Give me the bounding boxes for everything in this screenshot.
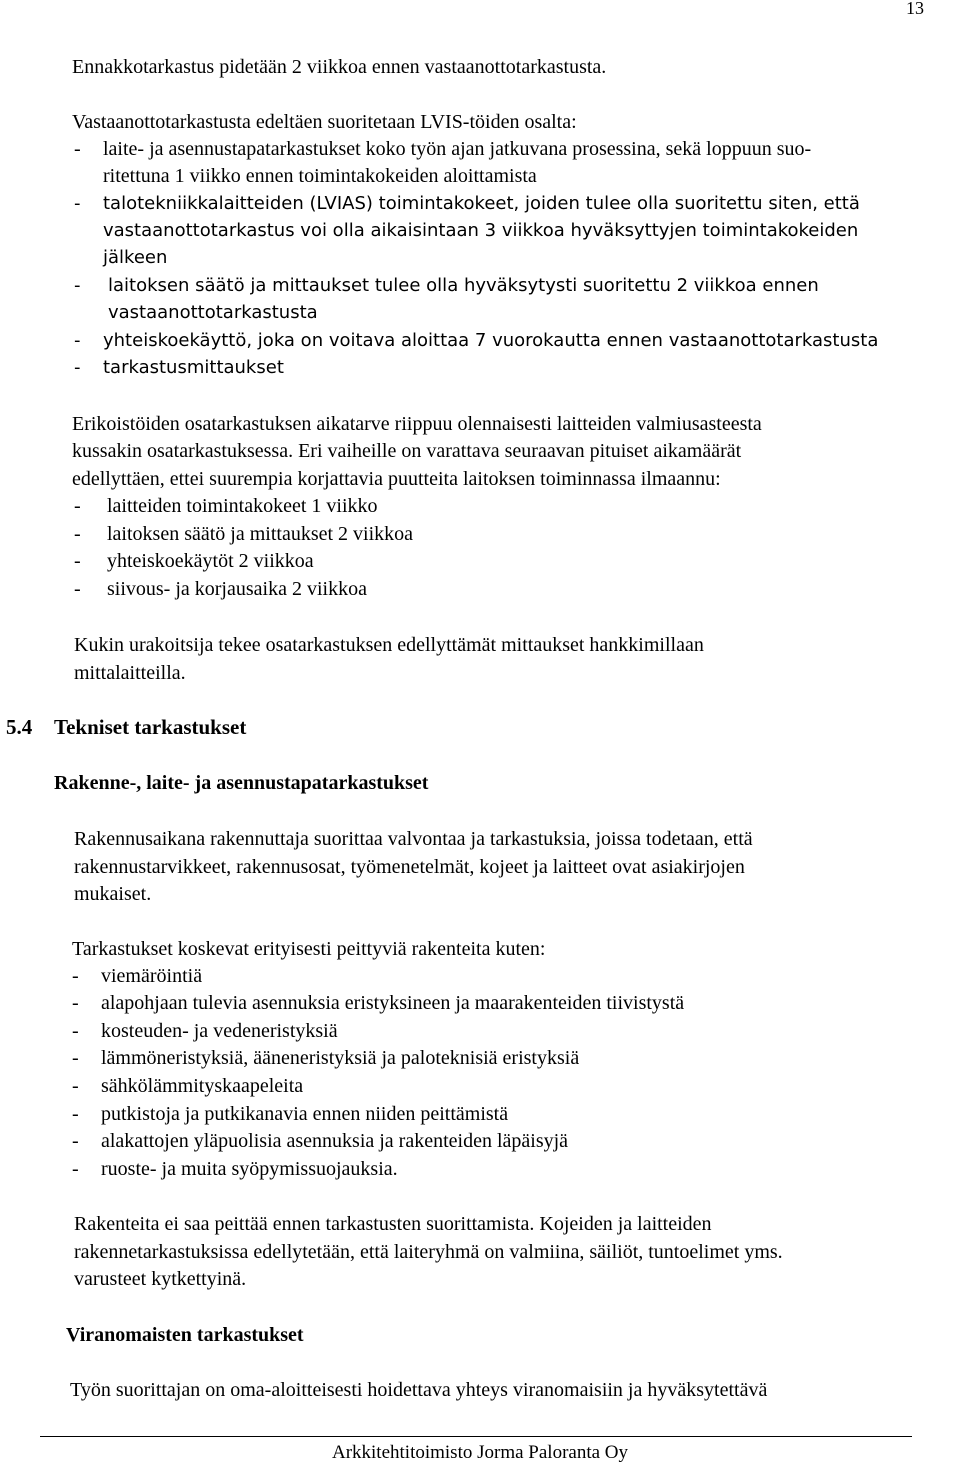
list-bullet: -	[74, 138, 81, 160]
paragraph-line: edellyttäen, ettei suurempia korjattavia puutteita laitoksen toiminnassa ilmaannu:	[72, 468, 721, 490]
paragraph-line: rakennustarvikkeet, rakennusosat, työmenetelmät, kojeet ja laitteet ovat asiakirjojen	[74, 856, 745, 878]
paragraph-line: Rakennusaikana rakennuttaja suorittaa valvontaa ja tarkastuksia, joissa todetaan, että	[74, 828, 753, 850]
list-bullet: -	[72, 1103, 79, 1125]
paragraph-line: kussakin osatarkastuksessa. Eri vaiheille on varattava seuraavan pituiset aikamäärät	[72, 440, 742, 462]
list-bullet: -	[74, 550, 81, 572]
list-item: laite- ja asennustapatarkastukset koko työn ajan jatkuvana prosessina, sekä loppuun suo-	[103, 138, 812, 160]
list-item-continuation: jälkeen	[103, 247, 168, 268]
list-item: putkistoja ja putkikanavia ennen niiden peittämistä	[101, 1103, 509, 1125]
list-bullet: -	[74, 495, 81, 517]
list-item: alapohjaan tulevia asennuksia eristyksineen ja maarakenteiden tiivistystä	[101, 992, 685, 1014]
list-item-continuation: vastaanottotarkastusta	[108, 302, 318, 323]
list-heading: Tarkastukset koskevat erityisesti peittyviä rakenteita kuten:	[72, 938, 546, 960]
paragraph-line: varusteet kytkettyinä.	[74, 1268, 247, 1290]
list-bullet: -	[74, 357, 81, 378]
list-item: sähkölämmityskaapeleita	[101, 1075, 304, 1097]
list-item: talotekniikkalaitteiden (LVIAS) toimintakokeet, joiden tulee olla suoritettu siten, että	[103, 193, 860, 214]
list-bullet: -	[72, 1158, 79, 1180]
paragraph-line: Rakenteita ei saa peittää ennen tarkastusten suorittamista. Kojeiden ja laitteiden	[74, 1213, 712, 1235]
list-item: kosteuden- ja vedeneristyksiä	[101, 1020, 338, 1042]
paragraph-line: mittalaitteilla.	[74, 662, 186, 684]
list-bullet: -	[72, 965, 79, 987]
section-title: Tekniset tarkastukset	[54, 715, 247, 739]
list-item-continuation: ritettuna 1 viikko ennen toimintakokeiden aloittamista	[103, 165, 537, 187]
footer-text: Arkkitehtitoimisto Jorma Paloranta Oy	[331, 1442, 629, 1463]
list-bullet: -	[72, 1075, 79, 1097]
list-bullet: -	[72, 1047, 79, 1069]
list-item: laitteiden toimintakokeet 1 viikko	[107, 495, 378, 517]
paragraph-line: mukaiset.	[74, 883, 152, 905]
list-item: laitoksen säätö ja mittaukset tulee olla hyväksytysti suoritettu 2 viikkoa ennen	[108, 275, 819, 296]
list-item: alakattojen yläpuolisia asennuksia ja rakenteiden läpäisyjä	[101, 1130, 569, 1152]
list-item: yhteiskoekäytöt 2 viikkoa	[107, 550, 314, 572]
list-item: ruoste- ja muita syöpymissuojauksia.	[101, 1158, 398, 1180]
footer-rule	[40, 1436, 912, 1437]
list-bullet: -	[74, 578, 81, 600]
paragraph-line: Erikoistöiden osatarkastuksen aikatarve riippuu olennaisesti laitteiden valmiusasteesta	[72, 413, 762, 435]
paragraph-line: Työn suorittajan on oma-aloitteisesti hoidettava yhteys viranomaisiin ja hyväksytettävä	[70, 1379, 768, 1401]
list-item-continuation: vastaanottotarkastus voi olla aikaisintaan 3 viikkoa hyväksyttyjen toimintakokeiden	[103, 220, 859, 241]
list-bullet: -	[74, 523, 81, 545]
list-item: viemäröintiä	[101, 965, 203, 987]
section-number: 5.4	[6, 715, 33, 739]
subheading: Viranomaisten tarkastukset	[66, 1324, 304, 1346]
list-bullet: -	[74, 330, 81, 351]
list-item: laitoksen säätö ja mittaukset 2 viikkoa	[107, 523, 414, 545]
paragraph-line: rakennetarkastuksissa edellytetään, että laiteryhmä on valmiina, säiliöt, tuntoelimet yms.	[74, 1241, 783, 1263]
list-bullet: -	[74, 275, 81, 296]
lvis-heading: Vastaanottotarkastusta edeltäen suoritetaan LVIS-töiden osalta:	[72, 111, 577, 133]
list-bullet: -	[72, 1130, 79, 1152]
list-item: siivous- ja korjausaika 2 viikkoa	[107, 578, 367, 600]
list-bullet: -	[72, 1020, 79, 1042]
list-item: tarkastusmittaukset	[103, 357, 284, 378]
list-bullet: -	[74, 193, 81, 214]
subheading: Rakenne-, laite- ja asennustapatarkastukset	[54, 772, 429, 794]
list-bullet: -	[72, 992, 79, 1014]
page-number: 13	[906, 0, 924, 18]
intro-paragraph: Ennakkotarkastus pidetään 2 viikkoa ennen vastaanottotarkastusta.	[72, 56, 607, 78]
list-item: yhteiskoekäyttö, joka on voitava aloittaa 7 vuorokautta ennen vastaanottotarkastusta	[103, 330, 879, 351]
list-item: lämmöneristyksiä, ääneneristyksiä ja paloteknisiä eristyksiä	[101, 1047, 580, 1069]
paragraph-line: Kukin urakoitsija tekee osatarkastuksen edellyttämät mittaukset hankkimillaan	[74, 634, 704, 656]
